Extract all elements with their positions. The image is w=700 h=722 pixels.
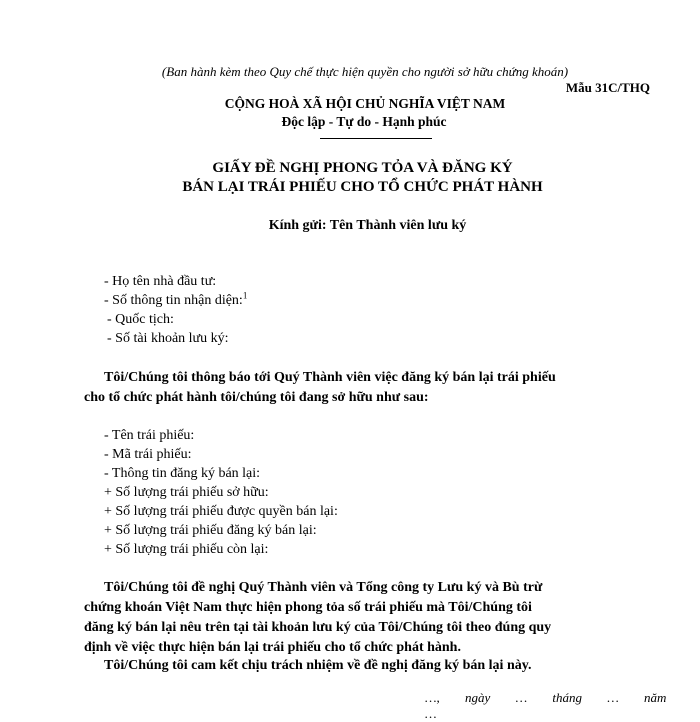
field-registration-info: - Thông tin đăng ký bán lại: bbox=[104, 466, 261, 481]
field-id-number bbox=[104, 290, 248, 309]
field-id-number-label: - Số thông tin nhận diện: bbox=[104, 293, 243, 308]
nation-heading: CỘNG HOÀ XÃ HỘI CHỦ NGHĨA VIỆT NAM bbox=[224, 96, 506, 111]
footnote-marker: 1 bbox=[242, 290, 248, 301]
form-code: Mẫu 31C/THQ bbox=[565, 80, 650, 95]
field-qty-remaining: + Số lượng trái phiếu còn lại: bbox=[104, 542, 269, 557]
request-line4: định về việc thực hiện bán lại trái phiếu cho tổ chức phát hành. bbox=[84, 640, 461, 655]
field-investor-name: - Họ tên nhà đầu tư: bbox=[104, 274, 217, 289]
request-line3: đăng ký bán lại nêu trên tại tài khoản lưu ký của Tôi/Chúng tôi theo đúng quy bbox=[84, 620, 552, 635]
field-qty-owned: + Số lượng trái phiếu sở hữu: bbox=[104, 485, 269, 500]
intro-line1: Tôi/Chúng tôi thông báo tới Quý Thành viên việc đăng ký bán lại trái phiếu bbox=[104, 370, 556, 385]
motto: Độc lập - Tự do - Hạnh phúc bbox=[281, 114, 447, 129]
field-qty-eligible: + Số lượng trái phiếu được quyền bán lại: bbox=[104, 504, 338, 519]
document-title-line2: BÁN LẠI TRÁI PHIẾU CHO TỔ CHỨC PHÁT HÀNH bbox=[182, 179, 543, 195]
field-account-number: - Số tài khoản lưu ký: bbox=[107, 331, 229, 346]
field-bond-code: - Mã trái phiếu: bbox=[104, 447, 192, 462]
field-qty-registered: + Số lượng trái phiếu đăng ký bán lại: bbox=[104, 523, 317, 538]
request-paragraph bbox=[84, 578, 648, 658]
motto-underline bbox=[320, 138, 432, 139]
commitment-paragraph bbox=[84, 656, 648, 676]
date-line: …, ngày … tháng … năm … bbox=[425, 690, 667, 721]
intro-line2: cho tổ chức phát hành tôi/chúng tôi đang sở hữu như sau: bbox=[84, 390, 429, 405]
issued-note: (Ban hành kèm theo Quy chế thực hiện quyền cho người sở hữu chứng khoán) bbox=[161, 64, 569, 79]
request-line1: Tôi/Chúng tôi đề nghị Quý Thành viên và Tổng công ty Lưu ký và Bù trừ bbox=[104, 580, 543, 595]
field-nationality: - Quốc tịch: bbox=[107, 312, 174, 327]
intro-paragraph bbox=[84, 368, 648, 408]
commitment-text: Tôi/Chúng tôi cam kết chịu trách nhiệm về đề nghị đăng ký bán lại này. bbox=[104, 658, 532, 673]
addressee: Kính gửi: Tên Thành viên lưu ký bbox=[268, 218, 467, 233]
request-line2: chứng khoán Việt Nam thực hiện phong tỏa số trái phiếu mà Tôi/Chúng tôi bbox=[84, 600, 532, 615]
document-title-line1: GIẤY ĐỀ NGHỊ PHONG TỎA VÀ ĐĂNG KÝ bbox=[212, 160, 513, 176]
field-bond-name: - Tên trái phiếu: bbox=[104, 428, 195, 443]
